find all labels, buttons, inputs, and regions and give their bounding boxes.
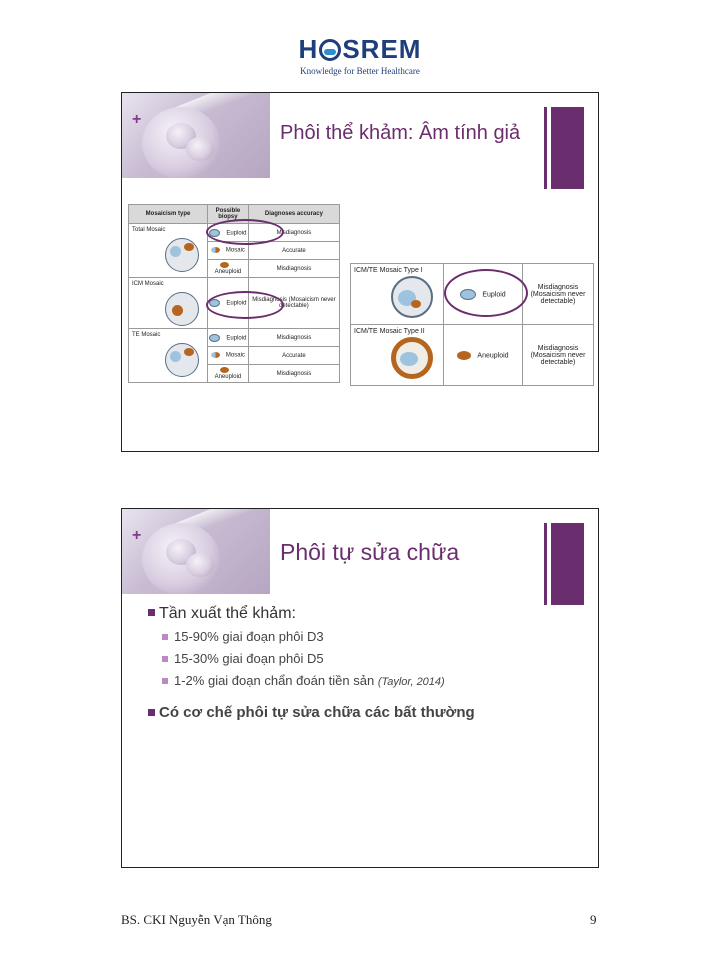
slide-title: Phôi thể khảm: Âm tính giả xyxy=(280,122,521,144)
table-row: TE Mosaic xyxy=(129,329,208,383)
embryo-photo xyxy=(122,509,270,594)
euploid-cell-icon xyxy=(209,334,220,342)
list-item: Tần xuất thể khảm: xyxy=(148,605,588,623)
list-item: 15-90% giai đoạn phôi D3 xyxy=(162,629,588,644)
accent-bar xyxy=(544,107,584,189)
list-item: 1-2% giai đoạn chẩn đoán tiền sản (Taylor, 2014) xyxy=(162,673,588,688)
hosrem-logo xyxy=(0,34,720,76)
page-number: 9 xyxy=(590,912,597,927)
plus-icon: + xyxy=(132,527,142,544)
table-header: Diagnoses accuracy xyxy=(248,205,339,224)
citation: (Taylor, 2014) xyxy=(377,676,445,688)
list-item: Có cơ chế phôi tự sửa chữa các bất thường xyxy=(148,702,588,724)
embryo-diagram xyxy=(165,292,199,326)
table-header: Possible biopsy xyxy=(208,205,249,224)
square-bullet-icon xyxy=(148,709,155,716)
aneuploid-cell-icon xyxy=(457,351,471,360)
table-row: ICM Mosaic xyxy=(129,278,208,329)
embryo-diagram xyxy=(165,238,199,272)
table-row: ICM/TE Mosaic Type II xyxy=(351,325,444,386)
embryo-photo xyxy=(122,93,270,178)
mosaic-cell-icon xyxy=(211,352,220,358)
mosaicism-table: Mosaicism type Possible biopsy Diagnoses accuracy Total Mosaic Euploid Misdiagnosis Mosaic Accurate Aneuploid Misdiagnosis ICM Mosaic Euploid Misdiagnosis (Mosaicism never detectable) TE Mosaic Euploid Misdiagnosis Mosaic Accurate Aneuploid Misdiagnosis xyxy=(128,204,340,383)
embryo-diagram xyxy=(391,276,433,318)
logo-tagline: Knowledge for Better Healthcare xyxy=(300,66,420,76)
slide-title: Phôi tự sửa chữa xyxy=(280,539,460,565)
table-row: ICM/TE Mosaic Type I xyxy=(351,264,444,325)
square-bullet-icon xyxy=(162,634,168,640)
square-bullet-icon xyxy=(162,678,168,684)
footer-author: BS. CKI Nguyễn Vạn Thông xyxy=(121,912,272,927)
list-item: 15-30% giai đoạn phôi D5 xyxy=(162,651,588,666)
highlight-circle xyxy=(206,219,284,245)
embryo-diagram xyxy=(165,343,199,377)
plus-icon: + xyxy=(132,111,142,128)
highlight-circle xyxy=(206,291,284,319)
aneuploid-cell-icon xyxy=(220,262,229,268)
aneuploid-cell-icon xyxy=(220,367,229,373)
highlight-circle xyxy=(444,269,528,317)
embryo-diagram xyxy=(391,337,433,379)
slide-1 xyxy=(121,92,599,452)
bullet-list xyxy=(148,605,588,724)
slide-2 xyxy=(121,508,599,868)
square-bullet-icon xyxy=(148,609,155,616)
mosaic-cell-icon xyxy=(211,247,220,253)
logo-wordmark: H SREM xyxy=(298,34,422,64)
icm-te-table: ICM/TE Mosaic Type I Euploid Misdiagnosis (Mosaicism never detectable) ICM/TE Mosaic Type II Aneuploid Misdiagnosis (Mosaicism never detectable) xyxy=(350,263,594,386)
table-row: Total Mosaic xyxy=(129,224,208,278)
square-bullet-icon xyxy=(162,656,168,662)
logo-globe-icon xyxy=(319,39,341,61)
accent-bar xyxy=(544,523,584,605)
table-header: Mosaicism type xyxy=(129,205,208,224)
